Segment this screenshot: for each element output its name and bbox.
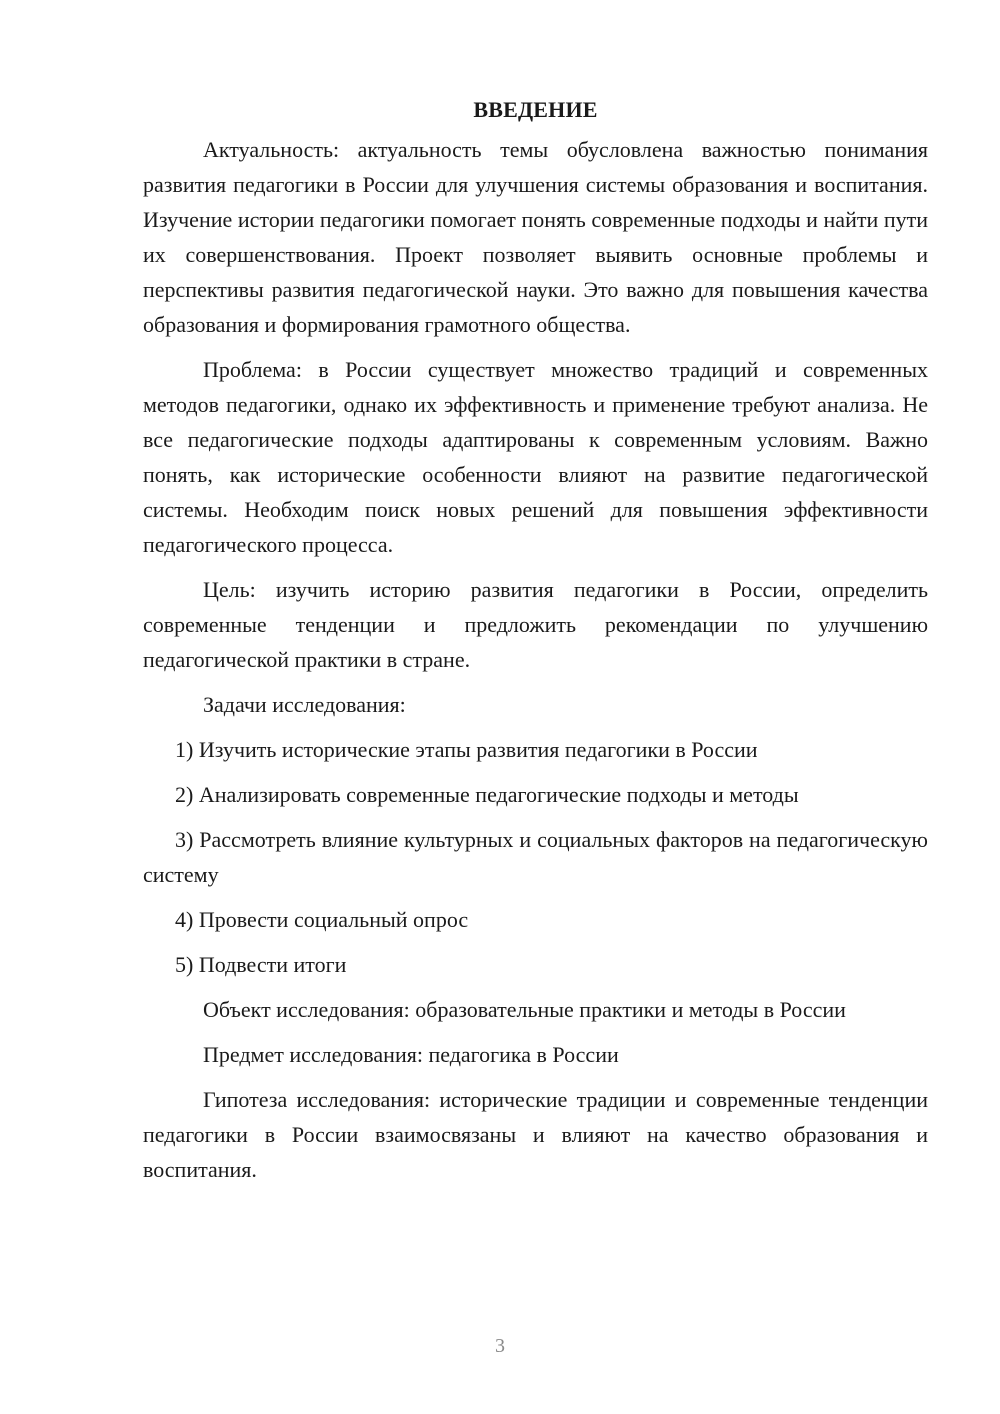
hypothesis-paragraph: Гипотеза исследования: исторические традиции и современные тенденции педагогики в России взаимосвязаны и влияют на качество образования и воспитания. xyxy=(143,1087,928,1182)
subject-paragraph: Предмет исследования: педагогика в России xyxy=(203,1042,619,1067)
section-title: ВВЕДЕНИЕ xyxy=(473,97,598,122)
goal-paragraph: Цель: изучить историю развития педагогики в России, определить современные тенденции и предложить рекомендации по улучшению педагогической практики в стране. xyxy=(143,577,928,672)
tasks-heading: Задачи исследования: xyxy=(203,692,406,717)
task-item-4: 4) Провести социальный опрос xyxy=(175,907,469,932)
document-page xyxy=(143,92,928,1197)
task-item-5: 5) Подвести итоги xyxy=(175,952,347,977)
relevance-paragraph: Актуальность: актуальность темы обусловлена важностью понимания развития педагогики в России для улучшения системы образования и воспитания. Изучение истории педагогики помогает понять современные подходы и найти пути их совершенствования. Проект позволяет выявить основные проблемы и перспективы развития педагогической науки. Это важно для повышения качества образования и формирования грамотного общества. xyxy=(143,137,928,337)
object-paragraph: Объект исследования: образовательные практики и методы в России xyxy=(203,997,846,1022)
task-item-3: 3) Рассмотреть влияние культурных и социальных факторов на педагогическую систему xyxy=(143,827,928,887)
page-number: 3 xyxy=(495,1335,505,1357)
task-item-2: 2) Анализировать современные педагогические подходы и методы xyxy=(175,782,799,807)
task-item-1: 1) Изучить исторические этапы развития педагогики в России xyxy=(175,737,758,762)
problem-paragraph: Проблема: в России существует множество традиций и современных методов педагогики, однако их эффективность и применение требуют анализа. Не все педагогические подходы адаптированы к современным условиям. Важно понять, как исторические особенности влияют на развитие педагогической системы. Необходим поиск новых решений для повышения эффективности педагогического процесса. xyxy=(143,357,928,557)
